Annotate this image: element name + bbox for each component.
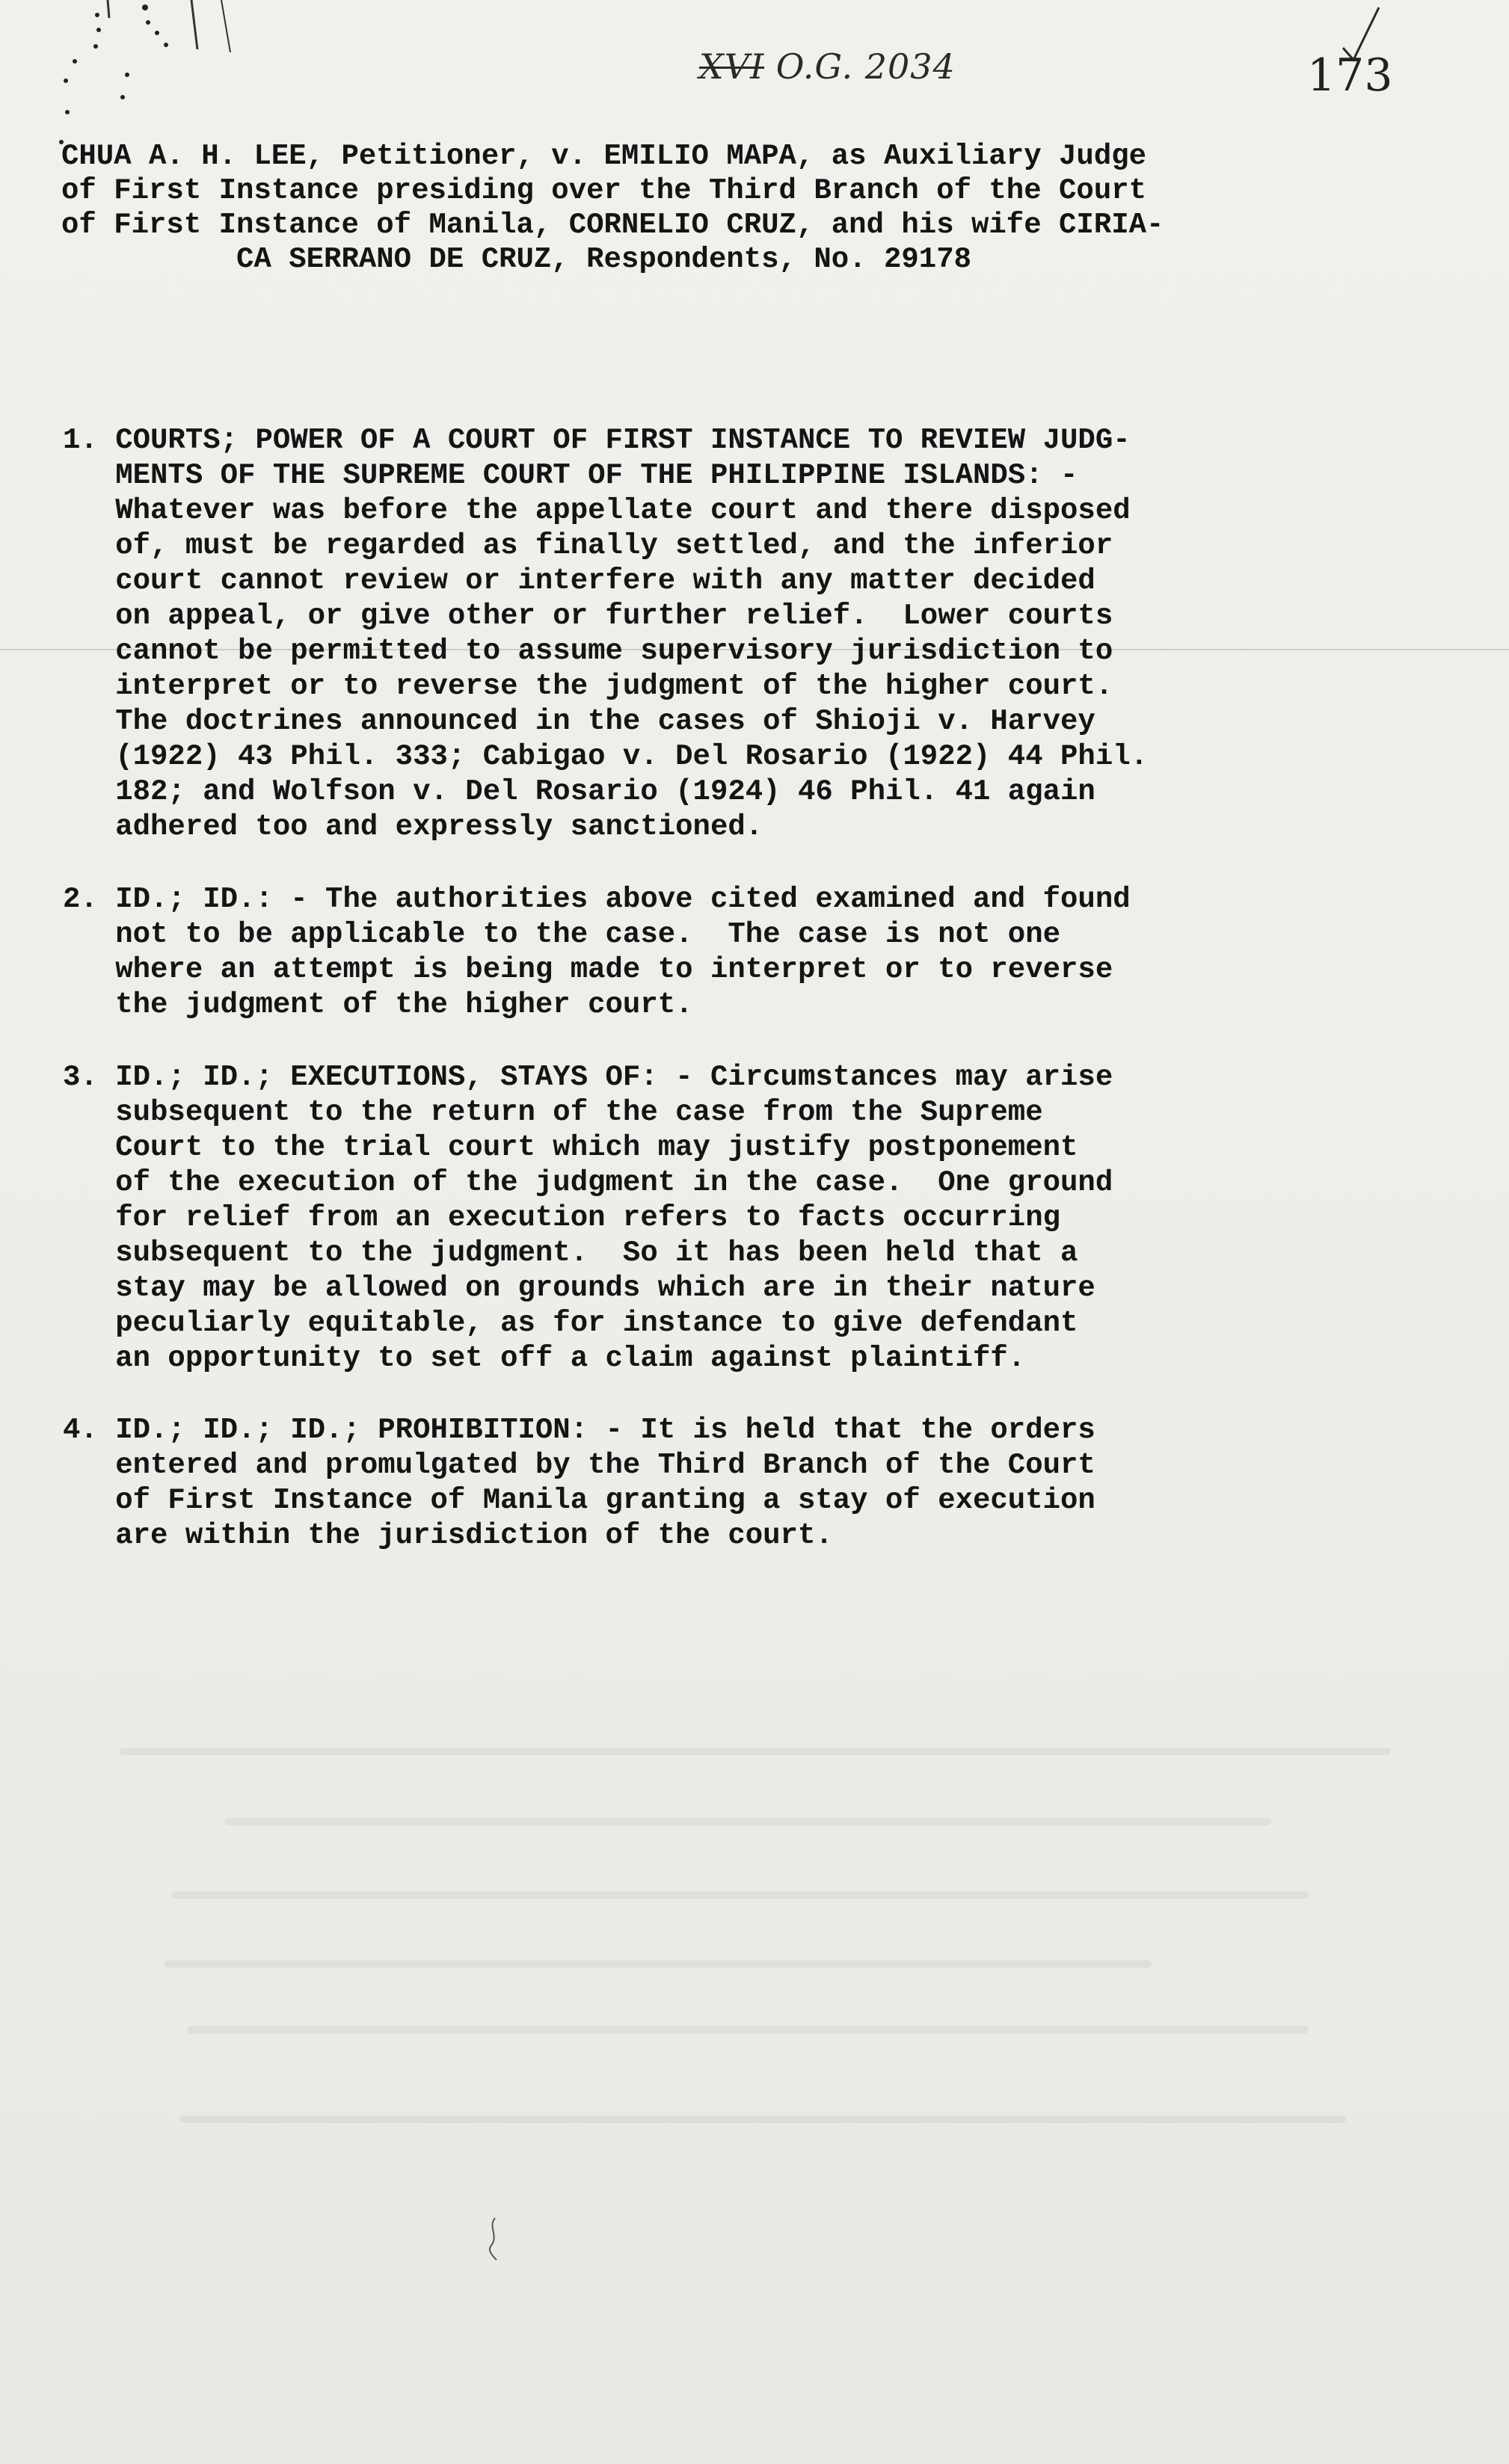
headnote-4: 4. ID.; ID.; ID.; PROHIBITION: - It is held that the orders entered and promulgated by the Third Branch of the Court of First Instance of Manila granting a stay of execution are within the jurisdiction of the court.: [63, 1414, 1095, 1552]
bleed-through: [224, 1818, 1271, 1826]
page-number: 173: [1307, 49, 1393, 102]
bleed-through: [187, 2026, 1309, 2033]
handwritten-annotation: [699, 46, 956, 87]
headnote-3: 3. ID.; ID.; EXECUTIONS, STAYS OF: - Circumstances may arise subsequent to the return of the case from the Supreme Court to the trial court which may justify postponement of the execution of the judgment in the case. One ground for relief from an execution refers to facts occurring subsequent to the judgment. So it has been held that a stay may be allowed on grounds which are in their nature peculiarly equitable, as for instance to give defendant an opportunity to set off a claim against plaintiff.: [63, 1061, 1113, 1375]
headnote-2: 2. ID.; ID.: - The authorities above cited examined and found not to be applicable to the case. The case is not one where an attempt is being made to interpret or to reverse the judgment of the higher court.: [63, 883, 1131, 1021]
headnote-1: 1. COURTS; POWER OF A COURT OF FIRST INSTANCE TO REVIEW JUDG- MENTS OF THE SUPREME COURT OF THE PHILIPPINE ISLANDS: - Whatever was before the appellate court and there disposed of, must be regarded as finally settled, and the inferior court cannot review or interfere with any matter decided on appeal, or give other or further relief. Lower courts cannot be permitted to assume supervisory jurisdiction to interpret or to reverse the judgment of the higher court. The doctrines announced in the cases of Shioji v. Harvey (1922) 43 Phil. 333; Cabigao v. Del Rosario (1922) 44 Phil. 182; and Wolfson v. Del Rosario (1924) 46 Phil. 41 again adhered too and expressly sanctioned.: [63, 424, 1149, 843]
annotation-struck-part: XVI: [699, 46, 765, 87]
bleed-through: [165, 1960, 1152, 1968]
bleed-through: [179, 2116, 1346, 2123]
bleed-through: [120, 1748, 1391, 1755]
pen-mark: [485, 2217, 503, 2261]
annotation-rest: O.G. 2034: [764, 46, 956, 87]
bleed-through: [172, 1891, 1309, 1899]
case-caption: CHUA A. H. LEE, Petitioner, v. EMILIO MAPA, as Auxiliary Judge of First Instance presiding over the Third Branch of the Court of First Instance of Manila, CORNELIO CRUZ, and his wife CIRIA- CA SERRANO DE CRUZ, Respondents, No. 29178: [61, 140, 1164, 276]
